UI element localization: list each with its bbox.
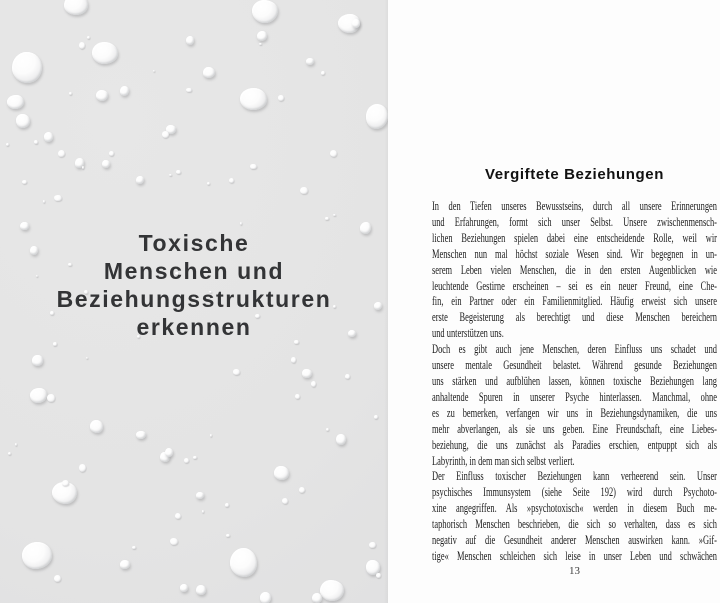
water-droplet (30, 388, 47, 403)
water-droplet (34, 140, 38, 144)
body-text-line: anhaltende Spuren in unserer Psyche hinterlassen. Manchmal, ohne (432, 388, 717, 404)
body-text-line: Menschen nun mal höchst soziale Wesen sind. Wir begegnen in un- (432, 245, 717, 261)
water-droplet (47, 394, 55, 401)
body-text-line: lichen Beziehungen spielen dabei eine entscheidende Rolle, weil wir (432, 229, 717, 245)
water-droplet (291, 357, 296, 362)
water-droplet (299, 487, 305, 493)
body-text-line: Labyrinth, in dem man sich selbst verliert. (432, 452, 575, 468)
water-droplet (229, 178, 235, 184)
water-droplet (87, 36, 90, 39)
chapter-title-line: erkennen (136, 314, 252, 340)
water-droplet (330, 150, 337, 157)
chapter-title (0, 229, 388, 341)
water-droplet (64, 0, 88, 15)
water-droplet (278, 95, 285, 101)
water-droplet (90, 420, 103, 433)
water-droplet (240, 222, 243, 225)
water-droplet (193, 456, 196, 459)
chapter-title-line: Beziehungsstrukturen (56, 286, 332, 312)
body-text-line: In den Tiefen unseres Bewusstseins, durch all unsere Erinnerungen (432, 198, 717, 213)
water-droplet (325, 217, 328, 220)
page-number: 13 (569, 565, 580, 577)
water-droplet (282, 498, 289, 504)
water-droplet (54, 575, 61, 582)
chapter-title-line: Menschen und (103, 258, 285, 284)
water-droplet (186, 88, 192, 93)
water-droplet (207, 182, 210, 185)
water-droplet (333, 214, 336, 217)
body-text-line: erste Begeisterung als berechtigt und diese Menschen bereichern (432, 309, 717, 325)
water-droplet (369, 542, 376, 549)
water-droplet (58, 150, 65, 157)
water-droplet (136, 431, 146, 439)
water-droplet (32, 355, 42, 366)
water-droplet (320, 580, 344, 601)
water-droplet (82, 166, 85, 169)
water-droplet (22, 180, 27, 184)
water-droplet (86, 357, 89, 359)
water-droplet (312, 593, 322, 603)
water-droplet (92, 42, 118, 64)
water-droplet (79, 42, 86, 50)
body-text-line: taphorisch Menschen beschrieben, die sich so verhalten, dass es sich (432, 516, 717, 532)
water-droplet (79, 464, 86, 472)
water-droplet (203, 67, 215, 78)
water-droplet (295, 394, 300, 399)
water-droplet (96, 90, 108, 101)
body-text-line: uns stärken und aufblühen lassen, können toxische Beziehungen lang (432, 372, 717, 388)
right-page (388, 0, 720, 603)
water-droplet (306, 58, 314, 65)
body-text-line: mehr abverlangen, als sie uns geben. Eine Freundschaft, eine Liebes- (432, 420, 717, 436)
body-text-line: Doch es gibt auch jene Menschen, deren Einfluss uns schadet und (432, 341, 717, 357)
water-droplet (8, 452, 11, 455)
water-droplet (102, 160, 110, 168)
water-droplet (120, 560, 130, 569)
body-text-line: und unterstützen uns. (432, 325, 504, 341)
water-droplet (226, 534, 230, 537)
water-droplet (311, 381, 317, 387)
water-droplet (162, 131, 169, 138)
water-droplet (300, 187, 308, 195)
body-text-line: es zu bemerken, verfangen wir uns in Beziehungsdynamiken, die uns (432, 404, 717, 420)
water-droplet (374, 415, 378, 419)
water-droplet (109, 151, 114, 156)
water-droplet (366, 104, 388, 129)
water-droplet (250, 164, 257, 170)
body-text-line: psychisches Immunsystem (siehe Seite 192) wird durch Psychoto- (432, 484, 717, 500)
water-droplet (62, 480, 69, 486)
water-droplet (180, 584, 188, 592)
chapter-title-line: Toxische (138, 230, 250, 256)
water-droplet (240, 88, 267, 110)
body-text (432, 198, 717, 564)
water-droplet (175, 513, 181, 519)
water-droplet (196, 585, 206, 595)
water-droplet (345, 374, 350, 379)
water-droplet (53, 342, 57, 346)
water-droplet (210, 434, 213, 437)
water-droplet (169, 174, 172, 177)
water-droplet (43, 200, 46, 203)
water-droplet (165, 448, 174, 457)
water-droplet (44, 132, 53, 142)
body-text-line: fin, ein Partner oder ein Familienmitglied. Häufig erweist sich unsere (432, 293, 717, 309)
water-droplet (259, 43, 262, 46)
water-droplet (16, 114, 30, 128)
body-text-line: leuchtende Gestirne erscheinen – sei es ein neuer Freund, eine Che- (432, 277, 717, 293)
water-droplet (7, 95, 24, 109)
water-droplet (136, 176, 144, 184)
water-droplet (274, 466, 289, 480)
body-text-line: serem Leben vielen Menschen, die in den ersten Augenblicken wie (432, 261, 717, 277)
body-text-line: xine angegriffen. Als »psychotoxisch« werden in diesem Buch me- (432, 500, 717, 516)
water-droplet (153, 70, 156, 72)
water-droplet (54, 195, 62, 202)
water-droplet (132, 546, 136, 549)
water-droplet (22, 542, 52, 569)
water-droplet (321, 71, 326, 76)
water-droplet (302, 369, 312, 379)
body-text-line: Der Einfluss toxischer Beziehungen kann verheerend sein. Unser (432, 468, 717, 484)
water-droplet (202, 510, 205, 513)
water-droplet (12, 52, 42, 83)
water-droplet (176, 170, 180, 174)
water-droplet (170, 538, 178, 545)
water-droplet (336, 434, 346, 445)
water-droplet (120, 86, 129, 96)
body-text-line: negativ auf die Gesundheit anderer Menschen auswirken kann. »Gif- (432, 532, 717, 548)
water-droplet (186, 36, 194, 45)
water-droplet (15, 443, 18, 446)
water-droplet (6, 143, 9, 146)
water-droplet (230, 548, 257, 577)
water-droplet (233, 369, 239, 374)
water-droplet (69, 92, 72, 95)
body-text-line: unsere mentale Gesundheit belastet. Während gesunde Beziehungen (432, 357, 717, 373)
water-droplet (184, 458, 189, 463)
body-text-line: und Erfahrungen, formt sich unser Selbst. Unsere zwischenmensch- (432, 213, 717, 229)
water-droplet (225, 503, 229, 507)
water-droplet (376, 573, 381, 578)
water-droplet (257, 31, 267, 42)
body-text-line: tige« Menschen schleichen sich leise in unser Leben und schwächen (432, 547, 717, 563)
body-text-line: beziehung, die uns zunächst als Paradies erschien, entpuppt sich als (432, 436, 717, 452)
water-droplet (252, 0, 278, 23)
water-droplet (196, 492, 204, 499)
water-droplet (326, 428, 329, 431)
water-droplet (260, 592, 271, 603)
section-heading: Vergiftete Beziehungen (484, 166, 665, 183)
